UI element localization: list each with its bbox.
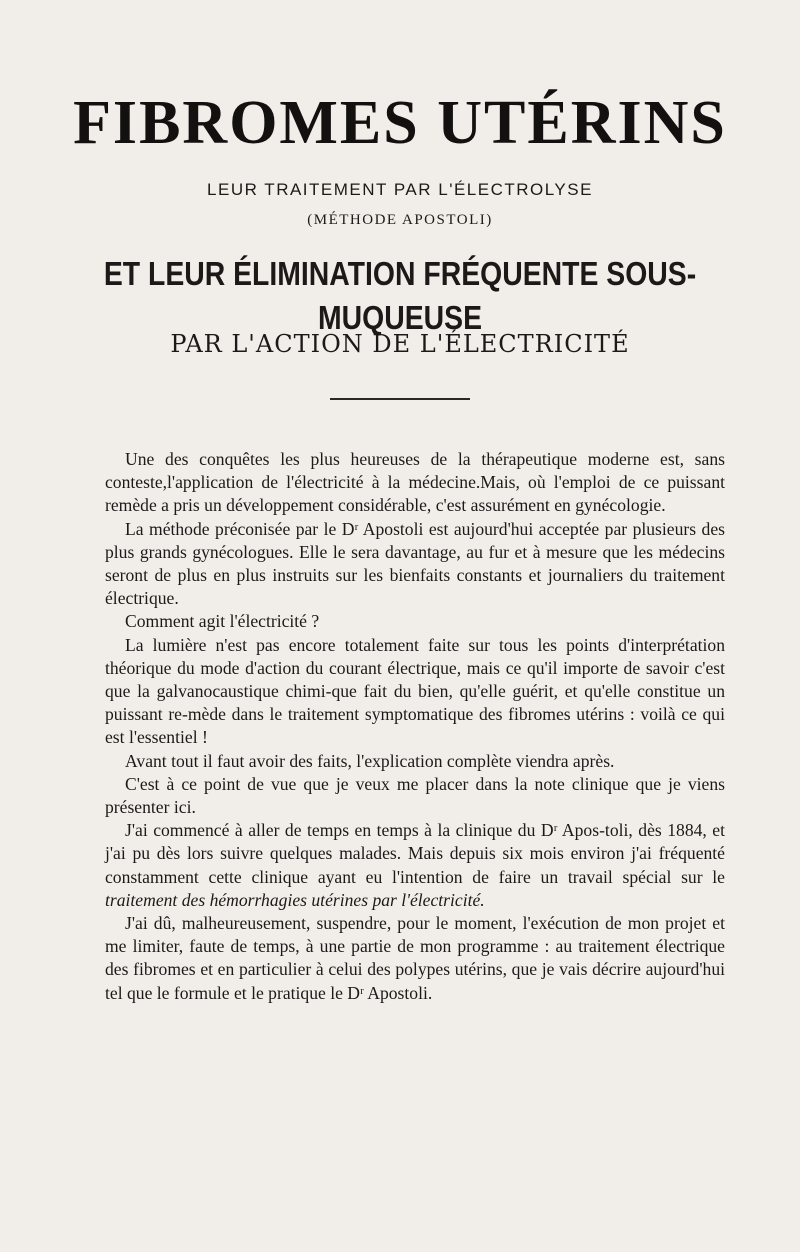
subtitle-action: PAR L'ACTION DE L'ÉLECTRICITÉ	[170, 330, 630, 358]
paragraph-1: Une des conquêtes les plus heureuses de la thérapeutique moderne est, sans conteste,l'application de l'électricité à la médecine.Mais, où l'emploi de ce puissant remède a pris un développement considérable, c'est assurément en gynécologie.	[105, 449, 725, 516]
paragraph-6: C'est à ce point de vue que je veux me placer dans la note clinique que je viens présenter ici.	[105, 773, 725, 818]
main-title: FIBROMES UTÉRINS	[73, 89, 727, 157]
paragraph-2: La méthode préconisée par le Dʳ Apostoli est aujourd'hui acceptée par plusieurs des plus grands gynécologues. Elle le sera davantage, au fur et à mesure que les médecins seront de plus en plus instruits sur les bienfaits constants et journaliers du traitement électrique.	[105, 518, 725, 609]
divider-rule	[330, 398, 470, 400]
paragraph-7	[105, 819, 725, 912]
paragraph-8: J'ai dû, malheureusement, suspendre, pour le moment, l'exécution de mon projet et me limiter, faute de temps, à une partie de mon programme : au traitement électrique des fibromes et en particulier à celui des polypes utérins, que je vais décrire aujourd'hui tel que le formule et le pratique le Dʳ Apostoli.	[105, 913, 725, 1003]
paragraph-4: La lumière n'est pas encore totalement faite sur tous les points d'interprétation théorique du mode d'action du courant électrique, mais ce qu'il importe de savoir c'est que la galvanocaustique chimi-que fait du bien, qu'elle guérit, et qu'elle constitue un puissant re-mède dans le traitement symptomatique des fibromes utérins : voilà ce qui est l'essentiel !	[105, 634, 725, 748]
subtitle-treatment: LEUR TRAITEMENT PAR L'ÉLECTROLYSE	[207, 180, 593, 199]
paragraph-5: Avant tout il faut avoir des faits, l'explication complète viendra après.	[125, 750, 615, 771]
body-text	[105, 448, 725, 1005]
paragraph-3: Comment agit l'électricité ?	[125, 611, 320, 632]
subtitle-elimination: ET LEUR ÉLIMINATION FRÉQUENTE SOUS-MUQUEUSE	[103, 255, 697, 336]
paragraph-7-italic: traitement des hémorrhagies utérines par l'électricité.	[105, 889, 485, 910]
subtitle-method: (MÉTHODE APOSTOLI)	[307, 212, 493, 228]
paragraph-7-text: J'ai commencé à aller de temps en temps à la clinique du Dʳ Apos-toli, dès 1884, et j'ai pu dès lors suivre quelques malades. Mais depuis six mois environ j'ai fréquenté constamment cette clinique ayant eu l'intention de faire un travail spécial sur le	[105, 820, 725, 887]
